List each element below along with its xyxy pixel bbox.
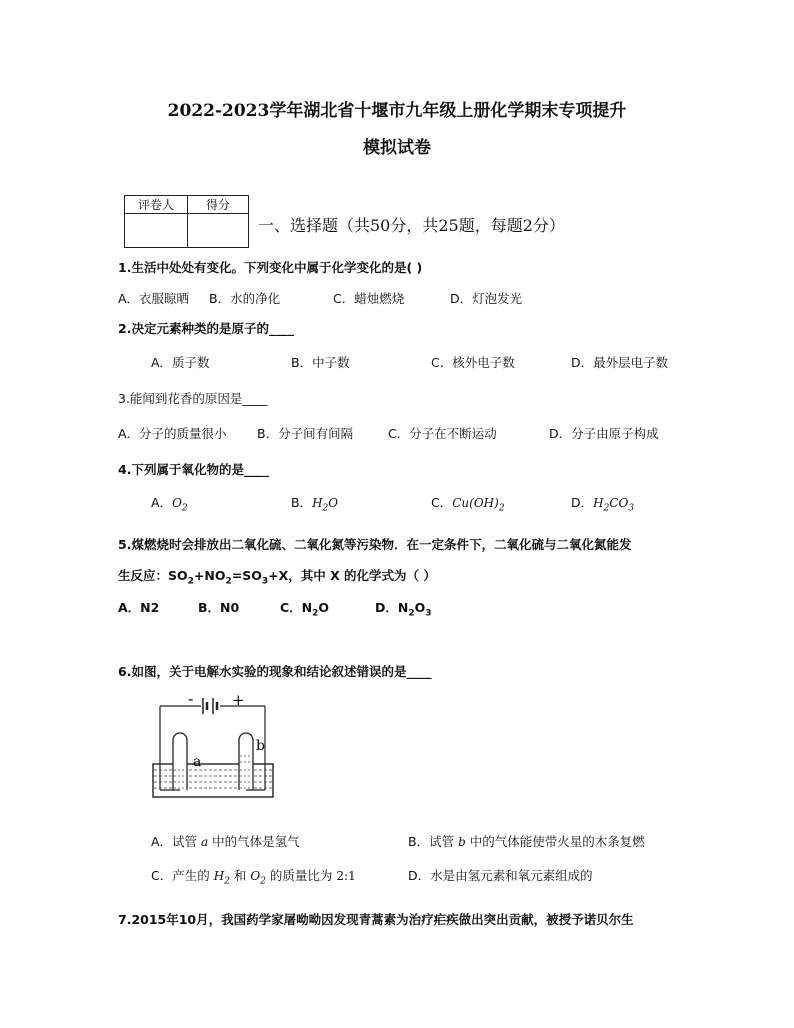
- q6-option-a-post: 中的气体是氢气: [208, 834, 300, 849]
- q6-option-c: C．产生的 $H_2$ 和 $O_2$ 的质量比为 2:1: [151, 868, 356, 887]
- test-tube-b: [239, 733, 253, 790]
- q4-option-a-formula: O: [172, 496, 182, 510]
- q4-option-b-sub: 2: [322, 503, 329, 514]
- q6-option-c-pre: C．产生的: [151, 868, 214, 883]
- q5-option-c: C．$N_2O$: [280, 600, 330, 619]
- q1-option-d: D．灯泡发光: [450, 291, 523, 306]
- q5-eq-part-c: =SO: [231, 568, 262, 583]
- q5-eq-part-a: 生反应：SO: [118, 568, 188, 583]
- score-table: [124, 195, 249, 248]
- q5-option-b: B．N0: [198, 600, 240, 615]
- q5-eq-part-d: +X，其中 X 的化学式为（ ）: [268, 568, 436, 583]
- score-table-score-cell: [188, 214, 249, 248]
- q3-option-d: D．分子由原子构成: [549, 426, 659, 441]
- q4-option-d-formula: H: [593, 496, 604, 510]
- q2-stem: 2.决定元素种类的是原子的____: [118, 321, 294, 336]
- q6-option-b-post: 中的气体能使带火星的木条复燃: [465, 834, 645, 849]
- paper-title-line1: 2022-2023学年湖北省十堰市九年级上册化学期末专项提升: [167, 101, 627, 121]
- q3-option-b: B．分子间有间隔: [257, 426, 354, 441]
- q6-option-d: D．水是由氢元素和氧元素组成的: [408, 868, 593, 883]
- q5-option-d: D．$N_2O_3$: [375, 600, 432, 619]
- q4-option-d-tail: CO: [609, 496, 629, 510]
- tube-a-label: a: [193, 754, 202, 770]
- electrolysis-diagram: [150, 688, 280, 806]
- q3-option-a: A．分子的质量很小: [118, 426, 227, 441]
- tube-b-label: b: [256, 738, 265, 754]
- q1-option-a: A．衣服晾晒: [118, 291, 190, 306]
- q7-stem: 7.2015年10月，我国药学家屠呦呦因发现青蒿素为治疗疟疾做出突出贡献，被授予诺贝尔生: [118, 912, 634, 927]
- q4-option-c: [431, 493, 505, 514]
- q5-stem-line2: 生反应：$SO_2+NO_2=SO_3+X$，其中 X 的化学式为（ ）: [118, 568, 436, 587]
- q1-option-c: C．蜡烛燃烧: [333, 291, 405, 306]
- score-table-header-reviewer: 评卷人: [125, 196, 188, 214]
- q5-stem-line1: 5.煤燃烧时会排放出二氧化硫、二氧化氮等污染物．在一定条件下，二氧化硫与二氧化氮能发: [118, 537, 632, 552]
- q6-option-c-mid: 和: [229, 868, 251, 883]
- q4-option-b-label: B．: [291, 495, 313, 510]
- water-trough: [153, 764, 273, 797]
- q4-option-a: [151, 493, 188, 514]
- q4-option-b-tail: O: [328, 496, 339, 510]
- q6-option-a-var: a: [201, 835, 209, 849]
- q4-option-d: [571, 493, 634, 514]
- q4-option-c-sub: 2: [498, 503, 505, 514]
- section-heading: 一、选择题（共50分，共25题，每题2分）: [258, 216, 565, 235]
- q4-option-d-label: D．: [571, 495, 594, 510]
- q2-option-c: C．核外电子数: [431, 355, 515, 370]
- battery-plus-label: +: [232, 691, 245, 709]
- q4-option-c-label: C．: [431, 495, 453, 510]
- q6-option-b: [408, 832, 645, 850]
- q4-option-b-formula: H: [312, 496, 323, 510]
- q6-option-a: [151, 832, 300, 850]
- q5-option-a: A．N2: [118, 600, 160, 615]
- q5-option-d-text: D．N: [375, 600, 409, 615]
- q4-option-c-formula: Cu(OH): [452, 496, 499, 510]
- q4-option-d-sub2: 3: [628, 503, 635, 514]
- q6-option-c-post: 的质量比为: [265, 868, 337, 883]
- q2-option-b: B．中子数: [291, 355, 350, 370]
- paper-title-line2: 模拟试卷: [363, 138, 431, 158]
- q2-option-d: D．最外层电子数: [571, 355, 669, 370]
- q5-eq-part-b: +NO: [193, 568, 226, 583]
- q6-option-b-var: b: [458, 835, 466, 849]
- q1-option-b: B．水的净化: [209, 291, 281, 306]
- q4-option-b: [291, 493, 338, 514]
- q4-stem: 4.下列属于氧化物的是____: [118, 462, 269, 477]
- q6-option-c-ratio: 2:1: [336, 869, 356, 883]
- q6-option-c-h: H: [213, 869, 225, 883]
- q6-option-c-o: O: [250, 869, 261, 883]
- battery-minus-label: -: [188, 689, 194, 708]
- q6-option-b-pre: B．试管: [408, 834, 459, 849]
- q6-stem: 6.如图，关于电解水实验的现象和结论叙述错误的是____: [118, 664, 432, 679]
- q6-option-a-pre: A．试管: [151, 834, 202, 849]
- q3-option-c: C．分子在不断运动: [388, 426, 497, 441]
- score-table-header-score: 得分: [188, 196, 249, 214]
- q4-option-a-sub: 2: [181, 503, 188, 514]
- q2-option-a: A．质子数: [151, 355, 210, 370]
- test-tube-a: [173, 733, 187, 790]
- q4-option-d-sub: 2: [603, 503, 610, 514]
- q1-stem: 1.生活中处处有变化。下列变化中属于化学变化的是( ): [118, 260, 423, 275]
- score-table-reviewer-cell: [125, 214, 188, 248]
- q4-option-a-label: A．: [151, 495, 173, 510]
- q5-option-c-text: C．N: [280, 600, 313, 615]
- q3-stem: 3.能闻到花香的原因是____: [118, 391, 268, 406]
